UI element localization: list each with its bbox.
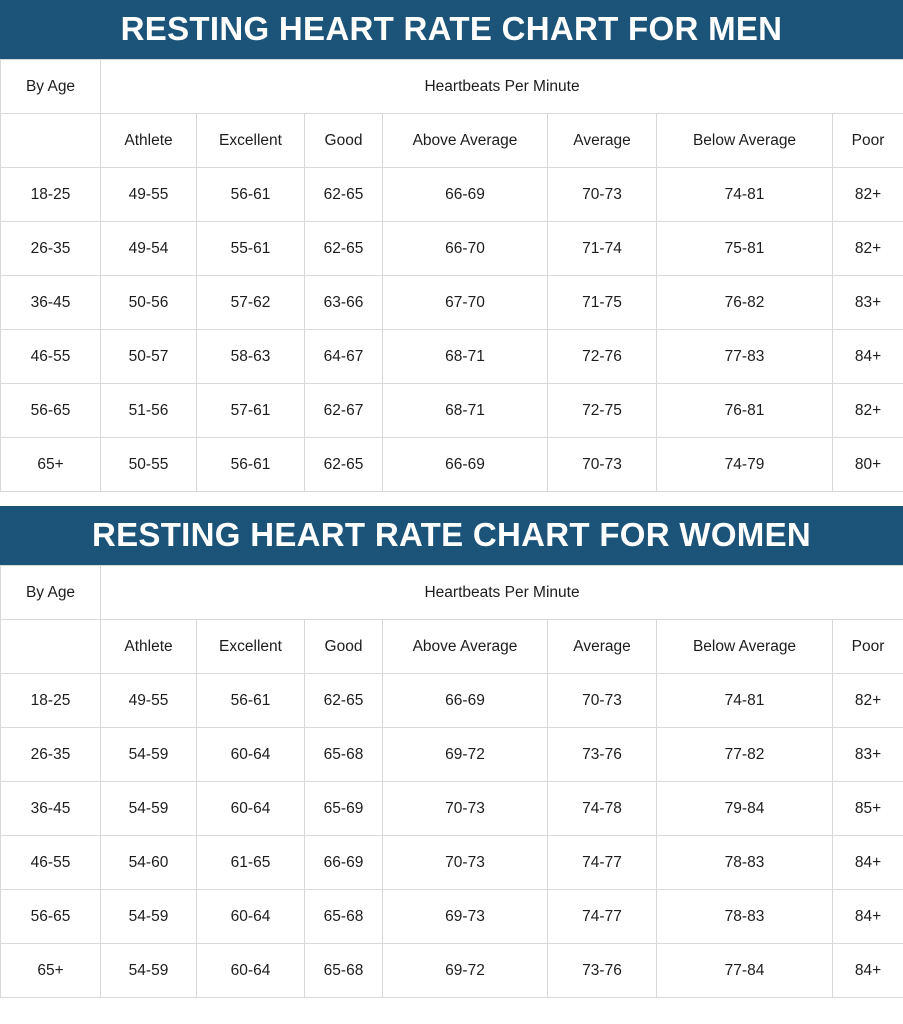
women-cell-athlete: 54-60 bbox=[101, 836, 197, 890]
men-col-poor: Poor bbox=[833, 114, 903, 168]
men-cell-below-average: 74-79 bbox=[657, 438, 833, 492]
women-cell-athlete: 49-55 bbox=[101, 674, 197, 728]
women-col-average: Average bbox=[548, 620, 657, 674]
women-row-age: 65+ bbox=[1, 944, 101, 998]
women-cell-excellent: 56-61 bbox=[197, 674, 305, 728]
men-cell-average: 70-73 bbox=[548, 168, 657, 222]
women-empty-corner bbox=[1, 620, 101, 674]
table-subheader-row bbox=[1, 620, 903, 674]
men-chart-title: RESTING HEART RATE CHART FOR MEN bbox=[0, 0, 903, 59]
men-cell-average: 72-75 bbox=[548, 384, 657, 438]
table-row bbox=[1, 222, 903, 276]
men-cell-poor: 82+ bbox=[833, 222, 903, 276]
men-group-header: Heartbeats Per Minute bbox=[101, 60, 903, 114]
women-cell-poor: 84+ bbox=[833, 836, 903, 890]
women-cell-athlete: 54-59 bbox=[101, 728, 197, 782]
men-cell-good: 63-66 bbox=[305, 276, 383, 330]
women-cell-good: 66-69 bbox=[305, 836, 383, 890]
men-cell-below-average: 76-82 bbox=[657, 276, 833, 330]
men-cell-excellent: 57-61 bbox=[197, 384, 305, 438]
men-cell-excellent: 56-61 bbox=[197, 168, 305, 222]
women-cell-below-average: 78-83 bbox=[657, 890, 833, 944]
men-cell-average: 72-76 bbox=[548, 330, 657, 384]
women-row-age: 56-65 bbox=[1, 890, 101, 944]
men-cell-average: 71-74 bbox=[548, 222, 657, 276]
women-cell-poor: 82+ bbox=[833, 674, 903, 728]
table-row bbox=[1, 728, 903, 782]
men-cell-athlete: 49-54 bbox=[101, 222, 197, 276]
table-header-row bbox=[1, 566, 903, 620]
men-cell-poor: 84+ bbox=[833, 330, 903, 384]
men-chart-block bbox=[0, 0, 903, 492]
men-row-age: 65+ bbox=[1, 438, 101, 492]
men-cell-average: 71-75 bbox=[548, 276, 657, 330]
women-heart-rate-table bbox=[0, 565, 903, 998]
table-row bbox=[1, 836, 903, 890]
women-cell-above-average: 70-73 bbox=[383, 782, 548, 836]
men-cell-poor: 82+ bbox=[833, 168, 903, 222]
women-cell-average: 74-78 bbox=[548, 782, 657, 836]
table-row bbox=[1, 890, 903, 944]
women-cell-average: 70-73 bbox=[548, 674, 657, 728]
women-group-header: Heartbeats Per Minute bbox=[101, 566, 903, 620]
men-cell-good: 62-67 bbox=[305, 384, 383, 438]
women-cell-below-average: 79-84 bbox=[657, 782, 833, 836]
men-cell-above-average: 67-70 bbox=[383, 276, 548, 330]
table-row bbox=[1, 782, 903, 836]
men-cell-good: 64-67 bbox=[305, 330, 383, 384]
women-chart-block bbox=[0, 506, 903, 998]
women-cell-below-average: 77-82 bbox=[657, 728, 833, 782]
women-row-age: 36-45 bbox=[1, 782, 101, 836]
women-cell-good: 65-68 bbox=[305, 728, 383, 782]
men-col-good: Good bbox=[305, 114, 383, 168]
men-cell-excellent: 55-61 bbox=[197, 222, 305, 276]
women-cell-above-average: 69-72 bbox=[383, 944, 548, 998]
men-col-excellent: Excellent bbox=[197, 114, 305, 168]
women-cell-poor: 84+ bbox=[833, 944, 903, 998]
women-cell-excellent: 61-65 bbox=[197, 836, 305, 890]
women-col-above-average: Above Average bbox=[383, 620, 548, 674]
men-age-header: By Age bbox=[1, 60, 101, 114]
men-cell-below-average: 76-81 bbox=[657, 384, 833, 438]
women-cell-poor: 84+ bbox=[833, 890, 903, 944]
men-cell-athlete: 51-56 bbox=[101, 384, 197, 438]
table-row bbox=[1, 168, 903, 222]
women-cell-excellent: 60-64 bbox=[197, 728, 305, 782]
men-row-age: 56-65 bbox=[1, 384, 101, 438]
men-cell-above-average: 68-71 bbox=[383, 330, 548, 384]
men-cell-good: 62-65 bbox=[305, 222, 383, 276]
women-cell-average: 74-77 bbox=[548, 890, 657, 944]
women-col-poor: Poor bbox=[833, 620, 903, 674]
women-cell-good: 65-69 bbox=[305, 782, 383, 836]
men-cell-athlete: 50-55 bbox=[101, 438, 197, 492]
men-cell-excellent: 58-63 bbox=[197, 330, 305, 384]
women-cell-poor: 83+ bbox=[833, 728, 903, 782]
women-row-age: 26-35 bbox=[1, 728, 101, 782]
table-subheader-row bbox=[1, 114, 903, 168]
men-col-average: Average bbox=[548, 114, 657, 168]
men-cell-poor: 82+ bbox=[833, 384, 903, 438]
women-col-below-average: Below Average bbox=[657, 620, 833, 674]
women-cell-good: 65-68 bbox=[305, 890, 383, 944]
men-col-above-average: Above Average bbox=[383, 114, 548, 168]
men-cell-below-average: 74-81 bbox=[657, 168, 833, 222]
men-cell-athlete: 50-56 bbox=[101, 276, 197, 330]
women-cell-above-average: 69-73 bbox=[383, 890, 548, 944]
men-row-age: 36-45 bbox=[1, 276, 101, 330]
men-cell-average: 70-73 bbox=[548, 438, 657, 492]
women-cell-below-average: 78-83 bbox=[657, 836, 833, 890]
men-cell-above-average: 66-69 bbox=[383, 168, 548, 222]
men-cell-excellent: 57-62 bbox=[197, 276, 305, 330]
table-row bbox=[1, 276, 903, 330]
table-row bbox=[1, 330, 903, 384]
women-cell-athlete: 54-59 bbox=[101, 944, 197, 998]
women-cell-below-average: 77-84 bbox=[657, 944, 833, 998]
women-col-excellent: Excellent bbox=[197, 620, 305, 674]
women-chart-title: RESTING HEART RATE CHART FOR WOMEN bbox=[0, 506, 903, 565]
men-cell-above-average: 68-71 bbox=[383, 384, 548, 438]
women-cell-excellent: 60-64 bbox=[197, 944, 305, 998]
women-cell-above-average: 66-69 bbox=[383, 674, 548, 728]
women-cell-athlete: 54-59 bbox=[101, 890, 197, 944]
men-row-age: 26-35 bbox=[1, 222, 101, 276]
men-row-age: 46-55 bbox=[1, 330, 101, 384]
men-cell-below-average: 77-83 bbox=[657, 330, 833, 384]
women-cell-average: 73-76 bbox=[548, 944, 657, 998]
men-cell-good: 62-65 bbox=[305, 168, 383, 222]
table-row bbox=[1, 438, 903, 492]
men-cell-above-average: 66-70 bbox=[383, 222, 548, 276]
women-cell-good: 62-65 bbox=[305, 674, 383, 728]
men-cell-athlete: 50-57 bbox=[101, 330, 197, 384]
men-cell-poor: 80+ bbox=[833, 438, 903, 492]
table-row bbox=[1, 944, 903, 998]
women-cell-above-average: 70-73 bbox=[383, 836, 548, 890]
women-row-age: 46-55 bbox=[1, 836, 101, 890]
women-cell-poor: 85+ bbox=[833, 782, 903, 836]
men-heart-rate-table bbox=[0, 59, 903, 492]
men-col-athlete: Athlete bbox=[101, 114, 197, 168]
men-cell-excellent: 56-61 bbox=[197, 438, 305, 492]
women-cell-below-average: 74-81 bbox=[657, 674, 833, 728]
men-cell-above-average: 66-69 bbox=[383, 438, 548, 492]
table-row bbox=[1, 674, 903, 728]
table-header-row bbox=[1, 60, 903, 114]
men-cell-poor: 83+ bbox=[833, 276, 903, 330]
women-cell-excellent: 60-64 bbox=[197, 890, 305, 944]
women-cell-average: 73-76 bbox=[548, 728, 657, 782]
women-cell-above-average: 69-72 bbox=[383, 728, 548, 782]
men-row-age: 18-25 bbox=[1, 168, 101, 222]
women-age-header: By Age bbox=[1, 566, 101, 620]
men-col-below-average: Below Average bbox=[657, 114, 833, 168]
men-empty-corner bbox=[1, 114, 101, 168]
men-cell-below-average: 75-81 bbox=[657, 222, 833, 276]
men-cell-good: 62-65 bbox=[305, 438, 383, 492]
women-col-athlete: Athlete bbox=[101, 620, 197, 674]
table-row bbox=[1, 384, 903, 438]
women-row-age: 18-25 bbox=[1, 674, 101, 728]
section-spacer bbox=[0, 492, 903, 506]
women-cell-good: 65-68 bbox=[305, 944, 383, 998]
women-cell-excellent: 60-64 bbox=[197, 782, 305, 836]
women-col-good: Good bbox=[305, 620, 383, 674]
women-cell-athlete: 54-59 bbox=[101, 782, 197, 836]
men-cell-athlete: 49-55 bbox=[101, 168, 197, 222]
women-cell-average: 74-77 bbox=[548, 836, 657, 890]
